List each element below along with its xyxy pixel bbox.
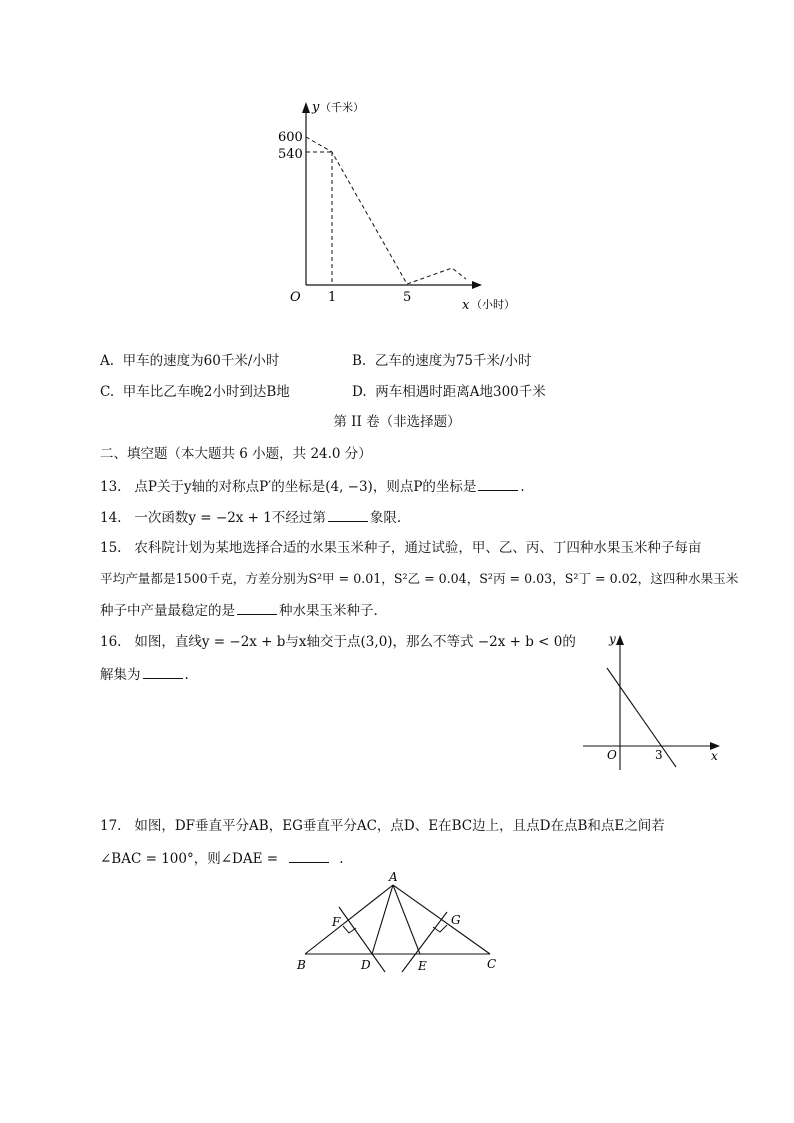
q15-answer-blank[interactable] <box>237 600 277 615</box>
q14-text: 一次函数y = −2x + 1不经过第 <box>134 510 326 526</box>
label-C: C <box>487 957 497 971</box>
q15-line2: 平均产量都是1500千克，方差分别为S²甲 = 0.01，S²乙 = 0.04，S²丙 = 0.03，S²丁 = 0.02，这四种水果玉米 <box>100 571 739 586</box>
linear-function-graph <box>575 628 730 773</box>
y-axis-unit: （千米） <box>320 101 364 114</box>
q17-number: 17. <box>100 818 122 834</box>
option-b-text: 乙车的速度为75千米/小时 <box>374 353 532 369</box>
option-d-letter: D. <box>352 384 367 400</box>
q13-number: 13. <box>100 479 122 495</box>
option-b <box>352 351 532 371</box>
q15-line1: 农科院计划为某地选择合适的水果玉米种子，通过试验，甲、乙、丙、丁四种水果玉米种子每亩 <box>134 540 702 556</box>
triangle-figure <box>290 868 505 978</box>
label-G: G <box>451 913 461 927</box>
q14-end: 象限. <box>369 510 402 526</box>
origin-label: O <box>290 290 301 305</box>
q17-answer-blank[interactable] <box>289 848 329 863</box>
q14-number: 14. <box>100 510 122 526</box>
question-15 <box>100 538 701 558</box>
label-B: B <box>297 958 306 972</box>
q16-line2-a: 解集为 <box>100 667 141 683</box>
q13-text: 点P关于y轴的对称点P′的坐标是(4, −3)，则点P的坐标是 <box>134 479 477 495</box>
x-tick-1: 1 <box>328 290 337 305</box>
q14-answer-blank[interactable] <box>328 507 368 522</box>
q16-number: 16. <box>100 634 122 650</box>
q13-answer-blank[interactable] <box>478 476 518 491</box>
option-c-text: 甲车比乙车晚2小时到达B地 <box>122 384 290 400</box>
q15-number: 15. <box>100 540 122 556</box>
y-tick-600: 600 <box>278 130 303 145</box>
option-a-text: 甲车的速度为60千米/小时 <box>122 353 280 369</box>
graph2-y-label: y <box>609 632 616 646</box>
label-E: E <box>418 959 427 973</box>
q17-line1: 如图，DF垂直平分AB，EG垂直平分AC，点D、E在BC边上，且点D在点B和点E之间若 <box>134 818 665 834</box>
q17-line2-a: ∠BAC = 100°，则∠DAE = <box>100 851 279 867</box>
q16-line2-b: . <box>184 667 189 683</box>
section2-heading: 二、填空题（本大题共 6 小题，共 24.0 分） <box>100 446 372 462</box>
q13-end: . <box>520 479 525 495</box>
graph2-origin: O <box>607 748 617 762</box>
y-axis-label: y <box>312 100 320 115</box>
distance-time-graph <box>270 95 540 320</box>
y-tick-540: 540 <box>278 147 303 162</box>
graph2-x-tick-3: 3 <box>655 748 663 762</box>
option-b-letter: B. <box>352 353 367 369</box>
option-d <box>352 382 546 402</box>
graph2-x-label: x <box>711 749 718 763</box>
q17-line2-b: . <box>339 851 344 867</box>
label-F: F <box>332 915 341 929</box>
question-17 <box>100 816 665 836</box>
q17-line2 <box>100 848 344 869</box>
q15-line3 <box>100 600 378 621</box>
q15-line3-a: 种子中产量最稳定的是 <box>100 603 235 619</box>
option-a <box>100 351 279 371</box>
question-16 <box>100 632 576 652</box>
x-axis-label: x <box>462 298 470 313</box>
q15-line3-b: 种水果玉米种子. <box>279 603 378 619</box>
x-axis-unit: （小时） <box>471 298 515 311</box>
label-D: D <box>361 958 371 972</box>
option-c <box>100 382 290 402</box>
q16-line2 <box>100 664 189 685</box>
option-c-letter: C. <box>100 384 115 400</box>
q16-line1: 如图，直线y = −2x + b与x轴交于点(3,0)，那么不等式 −2x + b < 0的 <box>134 634 576 650</box>
x-tick-5: 5 <box>403 290 412 305</box>
label-A: A <box>389 870 398 884</box>
option-a-letter: A. <box>100 353 115 369</box>
part2-title: 第 II 卷（非选择题） <box>333 414 461 430</box>
option-d-text: 两车相遇时距离A地300千米 <box>375 384 546 400</box>
question-13 <box>100 476 525 497</box>
question-14 <box>100 507 401 528</box>
q16-answer-blank[interactable] <box>143 664 183 679</box>
